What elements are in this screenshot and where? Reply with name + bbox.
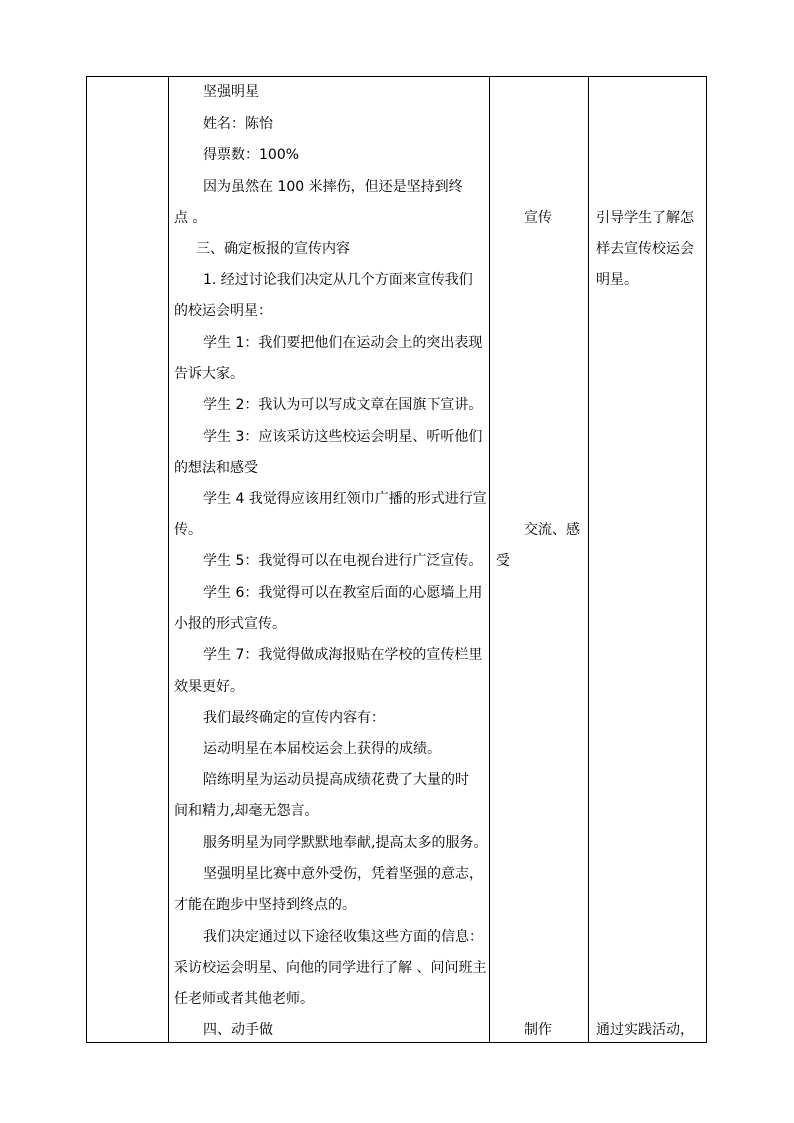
column-divider xyxy=(489,77,490,1042)
text-line: 传。 xyxy=(174,522,202,538)
text-line: 我们最终确定的宣传内容有： xyxy=(203,710,385,726)
text-line: 陪练明星为运动员提高成绩花费了大量的时 xyxy=(203,772,469,788)
column-divider xyxy=(168,77,169,1042)
text-line: 效果更好。 xyxy=(174,679,244,695)
intent-text: 样去宣传校运会 xyxy=(596,241,694,257)
intent-text: 引导学生了解怎 xyxy=(596,210,694,226)
text-line: 告诉大家。 xyxy=(174,366,244,382)
text-line: 任老师或者其他老师。 xyxy=(174,991,314,1007)
text-line: 才能在跑步中坚持到终点的。 xyxy=(174,897,356,913)
section-heading: 三、确定板报的宣传内容 xyxy=(196,241,350,257)
text-line: 运动明星在本届校运会上获得的成绩。 xyxy=(203,741,441,757)
section-heading: 四、动手做 xyxy=(203,1022,273,1038)
activity-label: 交流、感 xyxy=(524,522,580,538)
text-line: 学生 4 我觉得应该用红领巾广播的形式进行宣 xyxy=(203,491,487,507)
text-line: 采访校运会明星、向他的同学进行了解 、问问班主 xyxy=(174,960,487,976)
text-line: 学生 5：我觉得可以在电视台进行广泛宣传。 xyxy=(203,553,483,569)
activity-label: 受 xyxy=(496,553,510,569)
text-line: 服务明星为同学默默地奉献,提高太多的服务。 xyxy=(203,835,488,851)
text-line: 坚强明星比赛中意外受伤，凭着坚强的意志， xyxy=(203,866,483,882)
activity-label: 宣传 xyxy=(524,210,552,226)
text-line: 学生 7：我觉得做成海报贴在学校的宣传栏里 xyxy=(203,647,483,663)
text-line: 因为虽然在 100 米摔伤，但还是坚持到终 xyxy=(203,179,463,195)
text-line: 姓名：陈怡 xyxy=(203,116,273,132)
intent-text: 明星。 xyxy=(596,272,638,288)
text-line: 学生 6：我觉得可以在教室后面的心愿墙上用 xyxy=(203,585,483,601)
activity-label: 制作 xyxy=(524,1022,552,1038)
text-line: 点 。 xyxy=(174,210,207,226)
intent-text: 通过实践活动， xyxy=(596,1022,694,1038)
text-line: 间和精力,却毫无怨言。 xyxy=(174,803,319,819)
column-divider xyxy=(588,77,589,1042)
text-line: 的校运会明星： xyxy=(174,303,272,319)
text-line: 1. 经过讨论我们决定从几个方面来宣传我们 xyxy=(203,272,473,288)
text-line: 得票数：100% xyxy=(203,147,300,163)
text-line: 我们决定通过以下途径收集这些方面的信息： xyxy=(203,929,483,945)
text-line: 的想法和感受 xyxy=(174,460,258,476)
text-line: 坚强明星 xyxy=(203,84,259,100)
text-line: 学生 3：应该采访这些校运会明星、听听他们 xyxy=(203,429,483,445)
text-line: 小报的形式宣传。 xyxy=(174,616,286,632)
text-line: 学生 2：我认为可以写成文章在国旗下宣讲。 xyxy=(203,397,483,413)
text-line: 学生 1：我们要把他们在运动会上的突出表现 xyxy=(203,335,483,351)
